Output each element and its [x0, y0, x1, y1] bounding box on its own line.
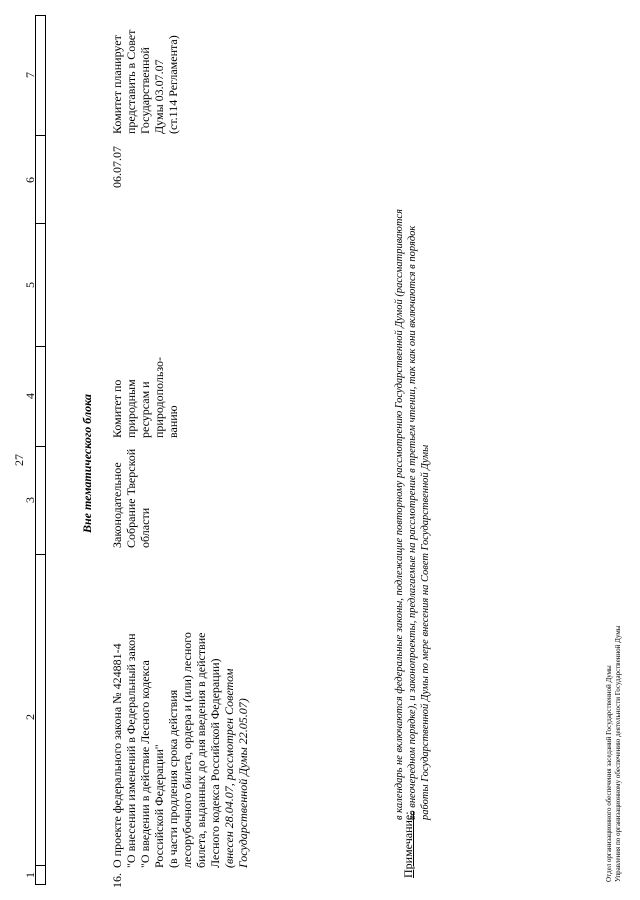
bill-title: [110, 632, 250, 868]
bill-title-line: Российской Федерации": [152, 744, 166, 868]
bill-title-line: (в части продления срока действия: [166, 689, 180, 868]
bill-title-line: лесорубочного билета, ордера и (или) лесного: [180, 632, 194, 868]
note-text: [393, 209, 432, 820]
note-line: во внеочередном порядке), и законопроекты, предлагаемые на рассмотрение в третьем чтении, так как они включаются в порядок: [407, 225, 418, 820]
remark-line: Думы 03.07.07: [152, 59, 166, 134]
remark-line: (ст.114 Регламента): [166, 35, 180, 134]
legislative-subject: [110, 449, 152, 548]
bill-title-line: билета, выданных до дня введения в действие: [194, 632, 208, 868]
col-divider-6: [35, 135, 46, 136]
remark-line: Государственной: [138, 47, 152, 134]
column-number-2: 2: [23, 714, 37, 720]
table-right-border: [35, 15, 46, 16]
section-title: Вне тематического блока: [80, 394, 94, 533]
row-number: 16.: [110, 873, 124, 888]
column-number-5: 5: [23, 282, 37, 288]
bill-title-line: "О внесении изменений в Федеральный закон: [124, 633, 138, 868]
table-left-border: [35, 884, 46, 885]
column-number-1: 1: [23, 872, 37, 878]
footer-line: Отдел организационного обеспечения заседаний Государственной Думы: [605, 665, 613, 882]
page-number: 27: [12, 454, 26, 466]
subject-line: Собрание Тверской: [124, 448, 138, 548]
subject-line: Законодательное: [110, 462, 124, 548]
remark: [110, 30, 180, 134]
column-number-7: 7: [23, 72, 37, 78]
committee-line: природопользо-: [152, 357, 166, 438]
bill-introduced-line: Государственной Думы 22.05.07): [236, 698, 250, 868]
note-line: в календарь не включаются федеральные законы, подлежащие повторному рассмотрению Государственной Думой (рассматриваются: [394, 209, 405, 820]
remark-line: Комитет планирует: [110, 35, 124, 134]
note-line: работы Государственной Думы по мере внесения на Совет Государственной Думы: [420, 444, 431, 820]
column-number-6: 6: [23, 177, 37, 183]
committee-line: ресурсам и: [138, 381, 152, 438]
note-label: Примечание:: [401, 811, 415, 878]
col-divider-3: [35, 446, 46, 447]
consideration-date: 06.07.07: [110, 146, 124, 188]
remark-line: представить в Совет: [124, 29, 138, 134]
column-number-4: 4: [23, 393, 37, 399]
table-header-divider: [45, 16, 46, 885]
footer: [605, 626, 623, 882]
committee-line: ванию: [166, 405, 180, 438]
subject-line: области: [138, 507, 152, 548]
footer-line: Управления по организационному обеспечению деятельности Государственной Думы: [614, 625, 622, 882]
bill-title-line: "О введении в действие Лесного кодекса: [138, 660, 152, 868]
col-divider-5: [35, 223, 46, 224]
bill-title-line: О проекте федерального закона № 424881-4: [110, 643, 124, 868]
bill-introduced-line: (внесен 28.04.07, рассмотрен Советом: [222, 668, 236, 868]
col-divider-2: [35, 554, 46, 555]
col-divider-4: [35, 346, 46, 347]
committee-line: природным: [124, 379, 138, 438]
col-divider-1: [35, 865, 46, 866]
table-top-border: [35, 16, 36, 885]
column-number-3: 3: [23, 497, 37, 503]
bill-title-line: Лесного кодекса Российской Федерации): [208, 658, 222, 868]
responsible-committee: [110, 357, 180, 438]
committee-line: Комитет по: [110, 379, 124, 438]
